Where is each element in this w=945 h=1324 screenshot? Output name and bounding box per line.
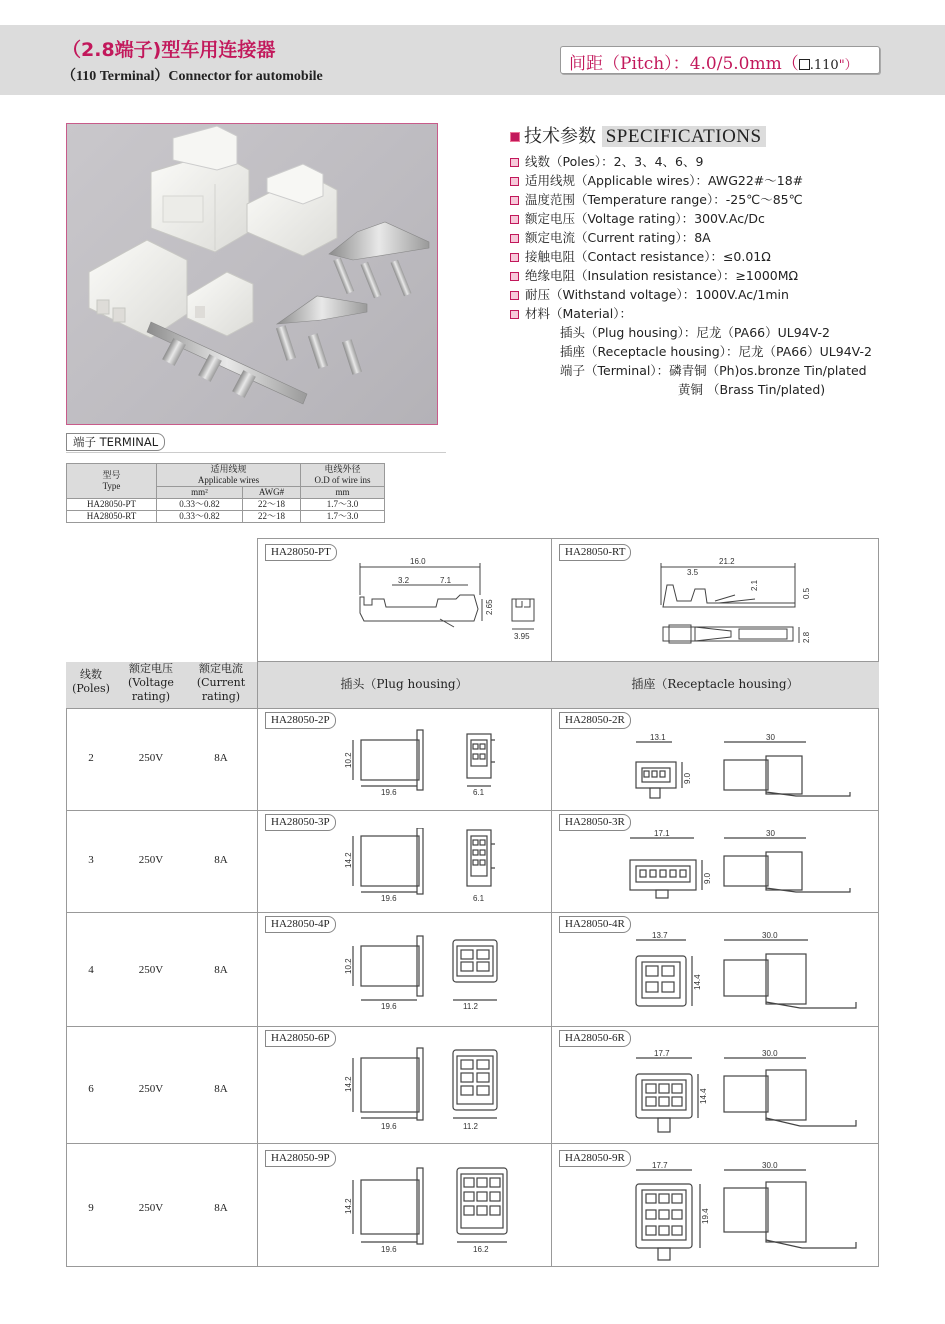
plug-drawing-4p (335, 930, 505, 1012)
th-od: 电线外径 O.D of wire ins (301, 464, 385, 487)
spec-row (510, 228, 872, 247)
dim-rec-l: 30 (766, 734, 775, 742)
dim-rt-d: 2.8 (802, 631, 811, 643)
specifications-list (510, 152, 872, 399)
rt-terminal-drawing (655, 555, 815, 655)
dim-rec-h: 14.4 (693, 974, 702, 990)
spec-row (510, 190, 872, 209)
cell-od: 1.7～3.0 (301, 499, 385, 511)
material-receptacle: 插座（Receptacle housing）：尼龙（PA66）UL94V-2 (560, 344, 872, 359)
label-rt: HA28050-RT (559, 544, 631, 561)
th-awg: AWG# (242, 487, 300, 499)
spec-row (510, 247, 872, 266)
terminal-badge: 端子 TERMINAL (66, 433, 165, 451)
dim-plug-w: 19.6 (381, 1245, 397, 1254)
dim-pt-h: 2.65 (485, 599, 494, 615)
divider (66, 912, 879, 913)
dim-plug-h: 10.2 (344, 958, 353, 974)
part-label-plug: HA28050-6P (265, 1030, 336, 1047)
dim-plug-h: 14.2 (344, 852, 353, 868)
dim-plug-f: 16.2 (473, 1245, 489, 1254)
cell-od: 1.7～3.0 (301, 511, 385, 523)
dim-plug-h: 10.2 (344, 752, 353, 768)
col-voltage: 额定电压 (Voltage rating) (128, 662, 174, 703)
dim-rec-l: 30.0 (762, 1161, 778, 1170)
row-current: 8A (214, 964, 228, 976)
plug-drawing-6p (335, 1044, 505, 1132)
dim-plug-h: 14.2 (344, 1198, 353, 1214)
cell-awg: 22～18 (242, 499, 300, 511)
spec-row (510, 209, 872, 228)
receptacle-drawing-4r (630, 932, 866, 1020)
spec-row (510, 266, 872, 285)
dim-pt-b: 7.1 (440, 576, 452, 585)
dim-rec-h: 9.0 (683, 772, 692, 784)
row-voltage: 250V (138, 1202, 164, 1214)
bullet-icon (510, 196, 519, 205)
specifications-title (510, 122, 766, 148)
row-poles: 6 (88, 1083, 94, 1095)
bullet-icon (510, 177, 519, 186)
dim-rt-total: 21.2 (719, 557, 735, 566)
dim-plug-f: 6.1 (473, 788, 485, 797)
dim-rec-l: 30 (766, 830, 775, 838)
col-plug-housing: 插头（Plug housing） (340, 677, 468, 691)
bullet-icon (510, 158, 519, 167)
dim-plug-w: 19.6 (381, 1002, 397, 1011)
photo-terminals-rt (329, 222, 429, 298)
product-photo (66, 123, 438, 425)
dim-rec-w: 17.7 (654, 1050, 670, 1058)
dim-plug-f: 11.2 (463, 1002, 478, 1011)
receptacle-drawing-9r (630, 1160, 866, 1264)
table-row (67, 511, 385, 523)
square-icon (799, 59, 810, 70)
cell-type: HA28050-RT (67, 511, 157, 523)
divider (66, 1026, 879, 1027)
row-poles: 3 (88, 854, 94, 866)
dim-rec-w: 13.7 (652, 932, 668, 940)
divider (257, 662, 258, 1267)
dim-pt-a: 3.2 (398, 576, 410, 585)
dim-rec-w: 17.1 (654, 830, 670, 838)
divider (66, 708, 879, 709)
row-current: 8A (214, 1202, 228, 1214)
plug-drawing-3p (335, 828, 495, 904)
part-label-receptacle: HA28050-6R (559, 1030, 631, 1047)
th-od-unit: mm (301, 487, 385, 499)
cell-mm2: 0.33～0.82 (157, 511, 243, 523)
dim-rec-w: 17.7 (652, 1161, 668, 1170)
spec-row (510, 304, 872, 323)
row-poles: 2 (88, 752, 94, 764)
dim-rec-l: 30.0 (762, 1050, 778, 1058)
divider (66, 452, 446, 453)
photo-plug-large (151, 126, 249, 252)
dim-rec-h: 19.4 (701, 1208, 710, 1224)
material-plug: 插头（Plug housing）：尼龙（PA66）UL94V-2 (560, 325, 830, 340)
spec-row (510, 171, 872, 190)
divider (66, 1143, 879, 1144)
receptacle-drawing-6r (630, 1050, 866, 1140)
spec-poles: 线数（Poles）：2、3、4、6、9 (525, 154, 704, 169)
bullet-icon (510, 132, 520, 142)
pitch-box (560, 46, 880, 74)
pt-terminal-drawing (340, 555, 550, 645)
col-poles: 线数 (Poles) (72, 668, 110, 695)
th-mm2: mm² (157, 487, 243, 499)
bullet-icon (510, 253, 519, 262)
dim-pt-total: 16.0 (410, 557, 426, 566)
spec-row (510, 152, 872, 171)
dim-rt-c: 0.5 (802, 587, 811, 599)
bullet-icon (510, 310, 519, 319)
cell-awg: 22～18 (242, 511, 300, 523)
th-type: 型号 Type (67, 464, 157, 499)
pitch-value: 4.0/5.0mm（ (689, 54, 799, 74)
th-wires: 适用线规 Applicable wires (157, 464, 301, 487)
spec-title-cn: 技术参数 (524, 126, 596, 147)
material-terminal-brass: 黄铜 （Brass Tin/plated) (678, 382, 826, 397)
row-current: 8A (214, 752, 228, 764)
bullet-icon (510, 234, 519, 243)
row-current: 8A (214, 854, 228, 866)
page-header (0, 25, 945, 95)
part-label-plug: HA28050-4P (265, 916, 336, 933)
dim-plug-f: 11.2 (463, 1122, 478, 1131)
dim-plug-w: 19.6 (381, 1122, 397, 1131)
bullet-icon (510, 272, 519, 281)
dim-rec-l: 30.0 (762, 932, 778, 940)
spec-title-en: SPECIFICATIONS (602, 126, 766, 147)
receptacle-drawing-3r (624, 830, 860, 906)
label-pt: HA28050-PT (265, 544, 337, 561)
dim-rec-h: 9.0 (703, 872, 712, 884)
plug-drawing-9p (335, 1166, 515, 1256)
spec-insulation-resistance: 绝缘电阻（Insulation resistance）：≥1000MΩ (525, 268, 799, 283)
col-current: 额定电流 (Current rating) (196, 662, 246, 703)
spec-current: 额定电流（Current rating）：8A (525, 230, 711, 245)
table-row (67, 499, 385, 511)
dim-plug-w: 19.6 (381, 894, 397, 903)
part-label-receptacle: HA28050-2R (559, 712, 631, 729)
photo-plug-small (247, 164, 337, 256)
pitch-prefix: 间距（Pitch）： (569, 54, 690, 74)
bullet-icon (510, 215, 519, 224)
dim-rt-b: 2.1 (750, 579, 759, 591)
title-cn: （2.8端子)型车用连接器 (62, 39, 276, 61)
cell-type: HA28050-PT (67, 499, 157, 511)
spec-row (510, 285, 872, 304)
row-current: 8A (214, 1083, 228, 1095)
spec-contact-resistance: 接触电阻（Contact resistance）：≤0.01Ω (525, 249, 771, 264)
row-voltage: 250V (138, 964, 164, 976)
part-label-plug: HA28050-9P (265, 1150, 336, 1167)
photo-terminals-pt (276, 296, 367, 375)
cell-mm2: 0.33～0.82 (157, 499, 243, 511)
photo-receptacle-small (187, 272, 253, 336)
row-poles: 4 (88, 964, 94, 976)
spec-wires: 适用线规（Applicable wires）：AWG22#～18# (525, 173, 804, 188)
part-label-receptacle: HA28050-9R (559, 1150, 631, 1167)
divider (66, 810, 879, 811)
row-poles: 9 (88, 1202, 94, 1214)
dim-pt-w: 3.95 (514, 632, 530, 641)
spec-withstand-voltage: 耐压（Withstand voltage）：1000V.Ac/1min (525, 287, 789, 302)
pitch-suffix: "） (838, 58, 858, 73)
terminal-table (66, 463, 385, 523)
dim-plug-w: 19.6 (381, 788, 397, 797)
spec-voltage: 额定电压（Voltage rating）：300V.Ac/Dc (525, 211, 765, 226)
dim-rec-h: 14.4 (699, 1088, 708, 1104)
spec-temperature: 温度范围（Temperature range）：-25℃～85℃ (525, 192, 803, 207)
row-voltage: 250V (138, 854, 164, 866)
bullet-icon (510, 291, 519, 300)
plug-drawing-2p (335, 726, 495, 800)
dim-rec-w: 13.1 (650, 734, 666, 742)
dim-plug-h: 14.2 (344, 1076, 353, 1092)
part-label-receptacle: HA28050-3R (559, 814, 631, 831)
spec-material: 材料（Material）： (525, 306, 633, 321)
dim-plug-f: 6.1 (473, 894, 485, 903)
pitch-size: .110 (809, 58, 839, 73)
receptacle-drawing-2r (630, 734, 860, 804)
col-receptacle-housing: 插座（Receptacle housing） (631, 677, 799, 691)
dim-rt-a: 3.5 (687, 568, 699, 577)
row-voltage: 250V (138, 1083, 164, 1095)
material-terminal: 端子（Terminal）：磷青铜（Ph)os.bronze Tin/plated (560, 363, 867, 378)
part-label-plug: HA28050-3P (265, 814, 336, 831)
part-label-receptacle: HA28050-4R (559, 916, 631, 933)
photo-receptacle-large (89, 240, 187, 338)
row-voltage: 250V (138, 752, 164, 764)
part-label-plug: HA28050-2P (265, 712, 336, 729)
title-en: （110 Terminal）Connector for automobile (62, 69, 323, 84)
